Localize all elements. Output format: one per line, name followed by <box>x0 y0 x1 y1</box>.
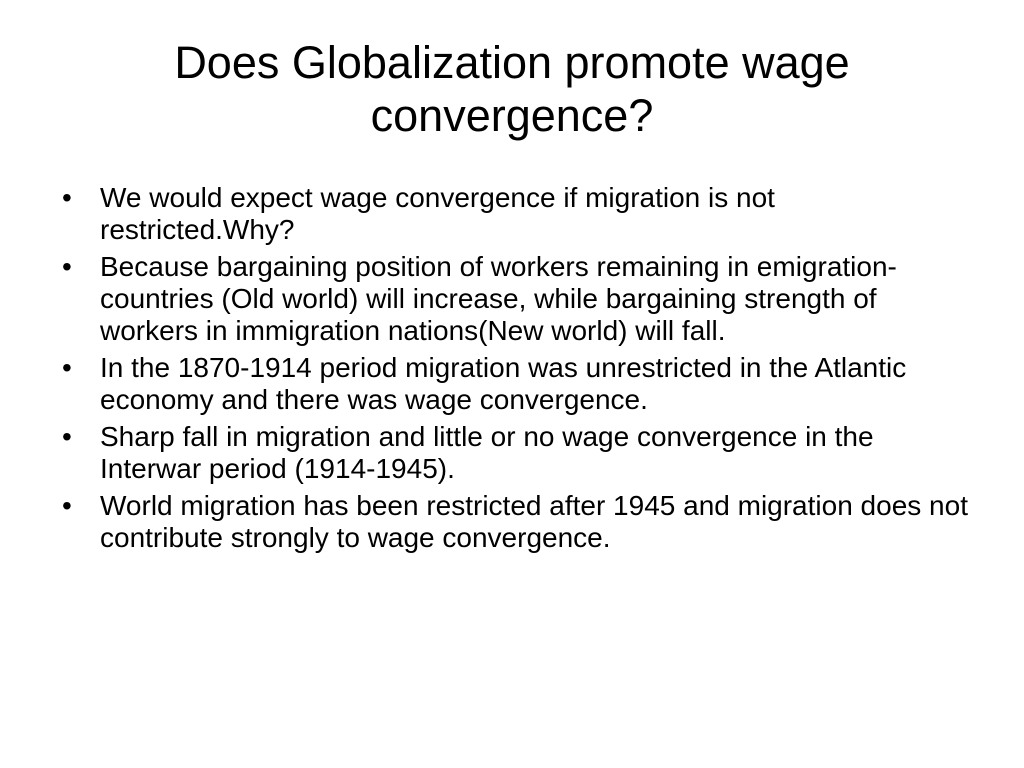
bullet-item <box>60 490 970 554</box>
bullet-text: Because bargaining position of workers remaining in emigration-countries (Old world) will increase, while bargaining strength of workers in immigration nations(New world) will fall. <box>100 251 897 346</box>
bullet-list <box>60 182 970 559</box>
slide-title: Does Globalization promote wage convergence? <box>174 37 850 141</box>
bullet-icon: • <box>62 251 72 282</box>
bullet-icon: • <box>62 352 72 383</box>
bullet-icon: • <box>62 490 72 521</box>
bullet-icon: • <box>62 421 72 452</box>
bullet-text: We would expect wage convergence if migration is not restricted.Why? <box>100 182 775 245</box>
bullet-item <box>60 182 970 246</box>
bullet-item <box>60 352 970 416</box>
bullet-text: Sharp fall in migration and little or no wage convergence in the Interwar period (1914-1945). <box>100 421 874 484</box>
bullet-item <box>60 251 970 347</box>
bullet-text: In the 1870-1914 period migration was unrestricted in the Atlantic economy and there was wage convergence. <box>100 352 907 415</box>
bullet-icon: • <box>62 182 72 213</box>
bullet-item <box>60 421 970 485</box>
bullet-text: World migration has been restricted after 1945 and migration does not contribute strongly to wage convergence. <box>100 490 968 553</box>
